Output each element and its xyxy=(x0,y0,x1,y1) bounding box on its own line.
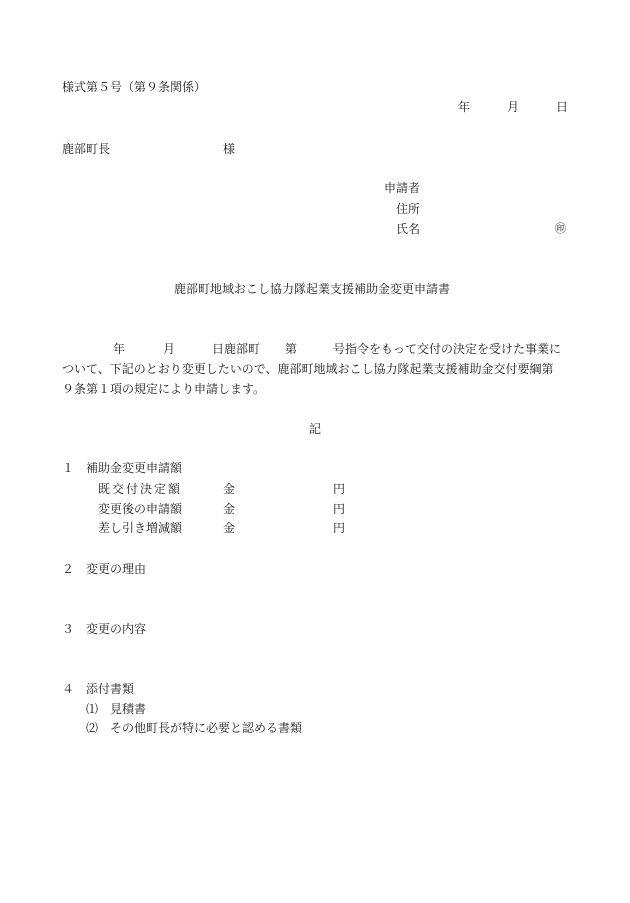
name-label: 氏名 xyxy=(396,222,421,236)
body-line1-rest: 号指令をもって交付の決定を受けた事業に xyxy=(333,342,562,356)
section-2-title: 変更の理由 xyxy=(86,562,147,576)
seal-mark: ㊞ xyxy=(555,222,566,235)
section-3-number: ３ xyxy=(62,622,75,636)
date-day: 日 xyxy=(556,100,569,114)
section-1-number: １ xyxy=(62,461,75,475)
attachment-text: その他町長が特に必要と認める書類 xyxy=(110,721,303,735)
body-year: 年 xyxy=(113,342,126,356)
document-title: 鹿部町地域おこし協力隊起業支援補助金変更申請書 xyxy=(174,282,451,296)
amount-yen: 円 xyxy=(333,502,346,516)
date-month: 月 xyxy=(507,100,520,114)
amount-label: 既交付決定額 xyxy=(98,482,183,496)
addressee-name: 鹿部町長 xyxy=(62,142,111,156)
amount-kin: 金 xyxy=(223,482,236,496)
form-number: 様式第５号（第９条関係） xyxy=(62,80,207,94)
amount-yen: 円 xyxy=(333,482,346,496)
section-4-title: 添付書類 xyxy=(86,682,135,696)
ki-heading: 記 xyxy=(309,422,322,436)
address-label: 住所 xyxy=(396,202,421,216)
section-4-number: ４ xyxy=(62,682,75,696)
body-month: 月 xyxy=(163,342,176,356)
attachment-number: ⑵ xyxy=(86,721,99,735)
applicant-label: 申請者 xyxy=(384,181,421,195)
amount-kin: 金 xyxy=(223,502,236,516)
section-3-title: 変更の内容 xyxy=(86,622,147,636)
body-dai: 第 xyxy=(285,342,298,356)
date-year: 年 xyxy=(458,100,471,114)
amount-yen: 円 xyxy=(333,521,346,535)
addressee-honorific: 様 xyxy=(223,142,236,156)
body-day-town: 日鹿部町 xyxy=(212,342,261,356)
attachment-number: ⑴ xyxy=(86,702,99,716)
body-line2: ついて、下記のとおり変更したいので、鹿部町地域おこし協力隊起業支援補助金交付要綱第 xyxy=(62,362,554,376)
amount-label: 変更後の申請額 xyxy=(98,502,183,516)
attachment-text: 見積書 xyxy=(110,702,147,716)
amount-kin: 金 xyxy=(223,521,236,535)
section-2-number: ２ xyxy=(62,562,75,576)
amount-label: 差し引き増減額 xyxy=(98,521,183,535)
body-line3: ９条第１項の規定により申請します。 xyxy=(62,382,266,396)
section-1-title: 補助金変更申請額 xyxy=(86,461,183,475)
